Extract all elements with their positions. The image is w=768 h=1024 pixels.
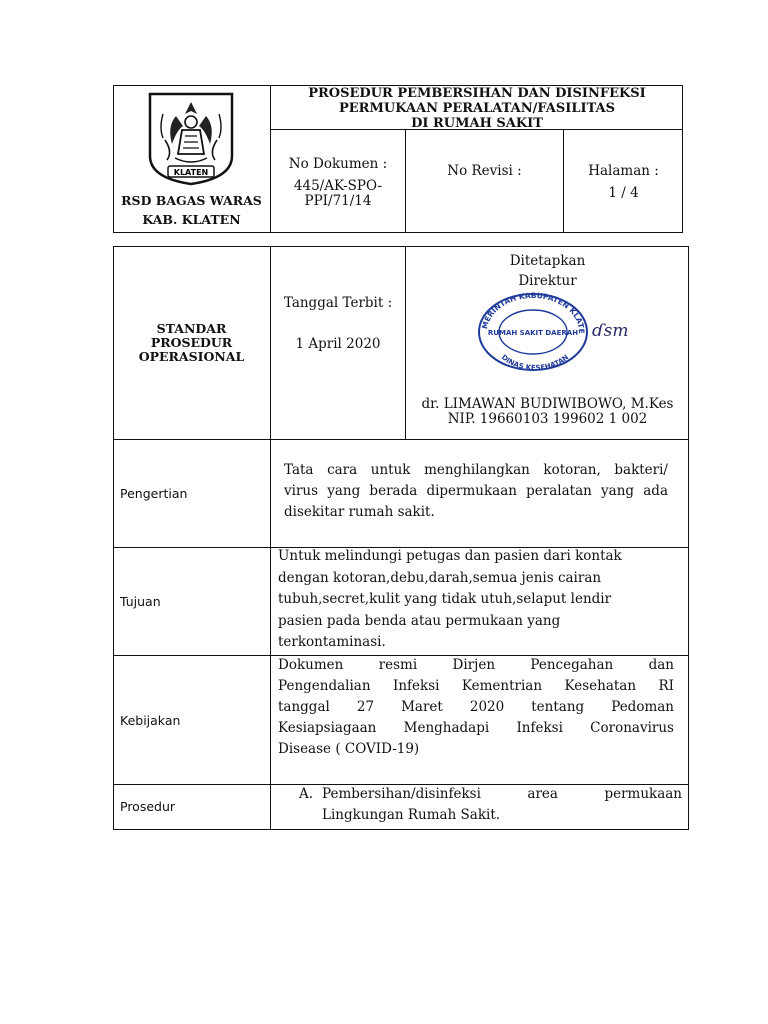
prosedur-item-text bbox=[322, 784, 682, 826]
title-line-3: DI RUMAH SAKIT bbox=[411, 116, 543, 131]
kebijakan-line-2: Pengendalian Infeksi Kementrian Kesehatan RI bbox=[278, 678, 674, 694]
director-name: dr. LIMAWAN BUDIWIBOWO, M.Kes bbox=[421, 396, 674, 412]
prosedur-item-marker: A. bbox=[299, 786, 314, 802]
doc-number-label: No Dokumen : bbox=[288, 156, 388, 172]
kebijakan-text bbox=[278, 655, 674, 760]
row-divider-1 bbox=[113, 439, 689, 440]
tujuan-line-5: terkontaminasi. bbox=[278, 634, 386, 650]
tujuan-line-1: Untuk melindungi petugas dan pasien dari kontak bbox=[278, 548, 622, 564]
hospital-name: RSD BAGAS WARAS bbox=[121, 193, 262, 208]
official-stamp bbox=[477, 290, 589, 372]
pengertian-line-2: virus yang berada dipermukaan peralatan yang ada bbox=[284, 483, 668, 499]
tujuan-line-4: pasien pada benda atau permukaan yang bbox=[278, 612, 561, 629]
director-signature bbox=[590, 316, 634, 344]
doc-number-line-1: 445/AK-SPO- bbox=[293, 178, 383, 194]
tujuan-text bbox=[278, 546, 678, 654]
kebijakan-line-5: Disease ( COVID-19) bbox=[278, 741, 420, 757]
title-line-1: PROSEDUR PEMBERSIHAN DAN DISINFEKSI bbox=[308, 86, 646, 101]
revision-label: No Revisi : bbox=[447, 163, 522, 179]
spo-label-line-2: PROSEDUR bbox=[150, 335, 233, 350]
tujuan-line-3: tubuh,secret,kulit yang tidak utuh,selaput lendir bbox=[278, 591, 612, 607]
kebijakan-line-1: Dokumen resmi Dirjen Pencegahan dan bbox=[278, 657, 674, 673]
kebijakan-label: Kebijakan bbox=[120, 713, 181, 728]
tujuan-label: Tujuan bbox=[120, 594, 161, 609]
kebijakan-line-3: tanggal 27 Maret 2020 tentang Pedoman bbox=[278, 699, 674, 715]
header-divider-page bbox=[563, 129, 564, 233]
pengertian-line-1: Tata cara untuk menghilangkan kotoran, bakteri/ bbox=[284, 462, 668, 478]
approval-label: Ditetapkan bbox=[509, 253, 586, 269]
pengertian-line-3: disekitar rumah sakit. bbox=[284, 504, 435, 520]
pengertian-text bbox=[284, 460, 668, 523]
spo-label-line-3: OPERASIONAL bbox=[138, 349, 245, 364]
spo-label-line-1: STANDAR bbox=[156, 321, 227, 336]
stamp-bottom-text: DINAS KESEHATAN bbox=[499, 353, 571, 372]
pengertian-label: Pengertian bbox=[120, 486, 188, 501]
prosedur-label: Prosedur bbox=[120, 799, 176, 814]
regency-name: KAB. KLATEN bbox=[142, 212, 241, 227]
approval-title: Direktur bbox=[518, 273, 577, 289]
issued-label: Tanggal Terbit : bbox=[283, 295, 393, 311]
prosedur-item-line-1: Pembersihan/disinfeksi area permukaan bbox=[322, 786, 682, 802]
regency-logo bbox=[147, 92, 235, 186]
page-value: 1 / 4 bbox=[608, 185, 639, 201]
director-nip: NIP. 19660103 199602 1 002 bbox=[447, 411, 648, 427]
document-title bbox=[271, 86, 683, 131]
title-line-2: PERMUKAAN PERALATAN/FASILITAS bbox=[338, 101, 616, 116]
issued-date: 1 April 2020 bbox=[295, 336, 381, 352]
kebijakan-line-4: Kesiapsiagaan Menghadapi Infeksi Coronavirus bbox=[278, 720, 674, 736]
doc-number-line-2: PPI/71/14 bbox=[304, 193, 372, 209]
main-divider-label-column bbox=[270, 246, 271, 830]
tujuan-line-2: dengan kotoran,debu,darah,semua jenis cairan bbox=[278, 569, 602, 586]
prosedur-item-line-2: Lingkungan Rumah Sakit. bbox=[322, 807, 501, 823]
signature-text: ɗsm bbox=[592, 321, 629, 341]
logo-text: KLATEN bbox=[173, 168, 209, 177]
stamp-top-text: MERINTAH KABUPATEN KLATE bbox=[480, 290, 587, 334]
page-label: Halaman : bbox=[588, 163, 659, 179]
stamp-center-text: RUMAH SAKIT DAERAH bbox=[487, 329, 579, 337]
header-divider-revision bbox=[405, 129, 406, 233]
